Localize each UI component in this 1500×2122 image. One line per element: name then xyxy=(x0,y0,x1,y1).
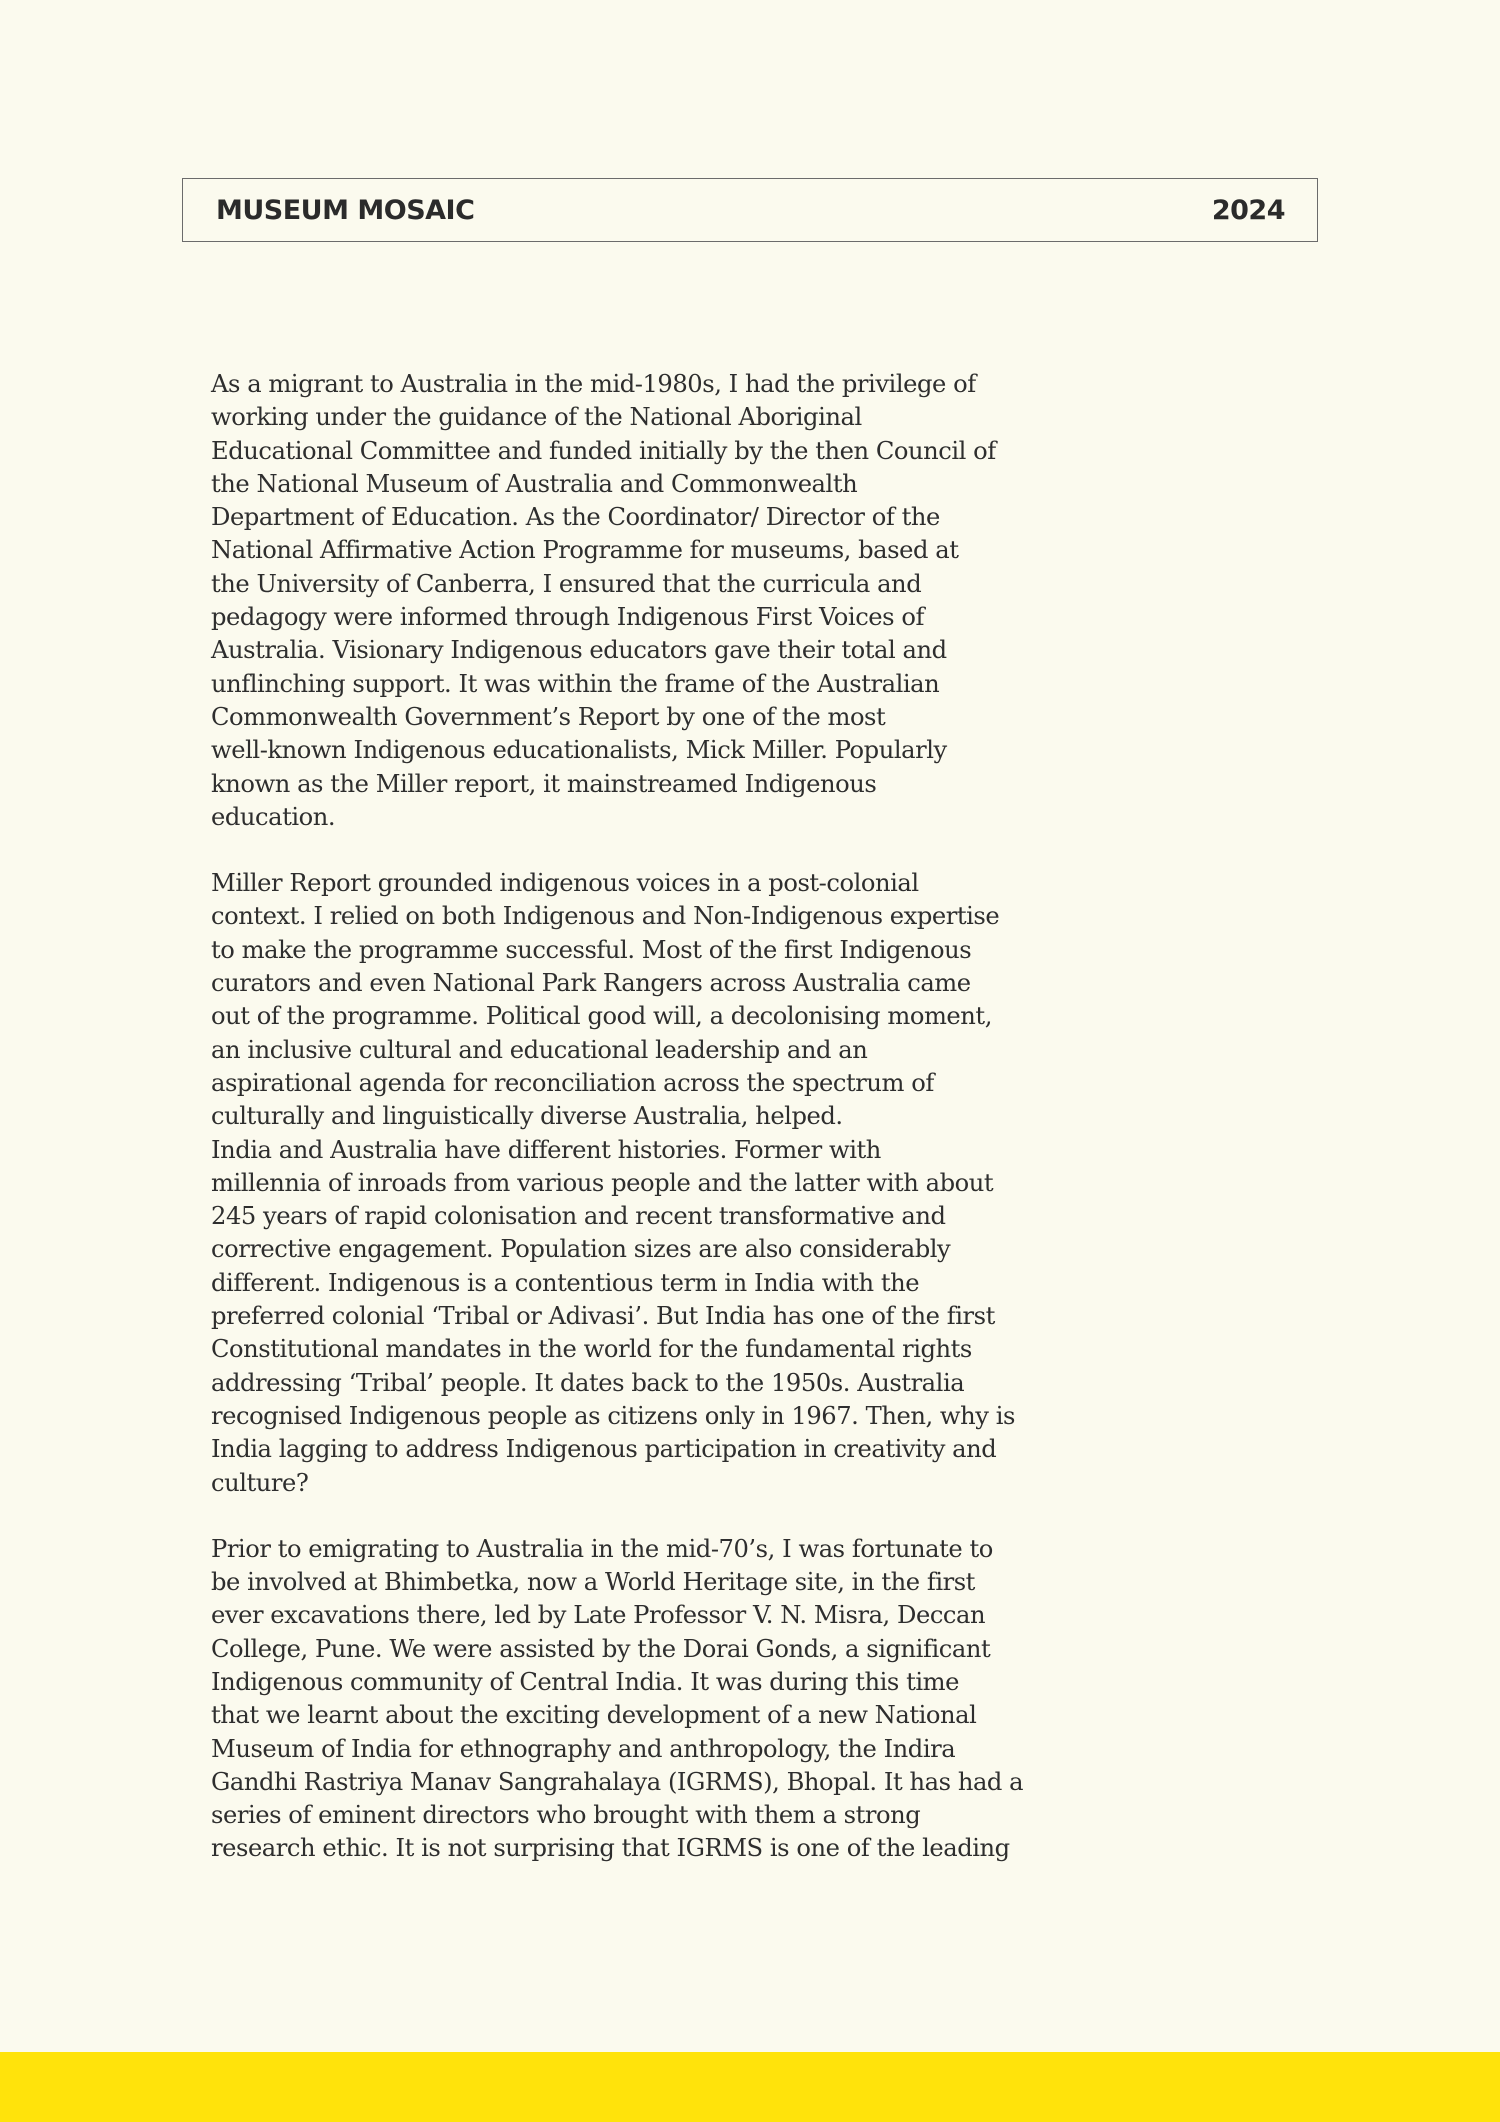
publication-year: 2024 xyxy=(1211,194,1285,226)
page-header xyxy=(182,178,1318,242)
article-paragraph-1: As a migrant to Australia in the mid-1980s, I had the privilege of working under the guidance of the National Aboriginal Educational Committee and funded initially by the then Council of the National Museum of Australia and Commonwealth Department of Education. As the Coordinator/ Director of the National Affirmative Action Programme for museums, based at the University of Canberra, I ensured that the curricula and pedagogy were informed through Indigenous First Voices of Australia. Visionary Indigenous educators gave their total and unflinching support. It was within the frame of the Australian Commonwealth Government’s Report by one of the most well-known Indigenous educationalists, Mick Miller. Popularly known as the Miller report, it mainstreamed Indigenous education. xyxy=(211,370,996,831)
publication-title: MUSEUM MOSAIC xyxy=(216,194,475,226)
article-paragraph-2: Miller Report grounded indigenous voices in a post-colonial context. I relied on both Indigenous and Non-Indigenous expertise to make the programme successful. Most of the first Indigenous curators and even National Park Rangers across Australia came out of the programme. Political good will, a decolonising moment, an inclusive cultural and educational leadership and an aspirational agenda for reconciliation across the spectrum of culturally and linguistically diverse Australia, helped. xyxy=(211,869,1000,1131)
article-body xyxy=(211,368,1071,1866)
article-paragraph-4: Prior to emigrating to Australia in the mid-70’s, I was fortunate to be involved at Bhimbetka, now a World Heritage site, in the first ever excavations there, led by Late Professor V. N. Misra, Deccan College, Pune. We were assisted by the Dorai Gonds, a significant Indigenous community of Central India. It was during this time that we learnt about the exciting development of a new National Museum of India for ethnography and anthropology, the Indira Gandhi Rastriya Manav Sangrahalaya (IGRMS), Bhopal. It has had a series of eminent directors who brought with them a strong research ethic. It is not surprising that IGRMS is one of the leading xyxy=(211,1534,1024,1863)
article-paragraph-3: India and Australia have different histories. Former with millennia of inroads from various people and the latter with about 245 years of rapid colonisation and recent transformative and corrective engagement. Population sizes are also considerably different. Indigenous is a contentious term in India with the preferred colonial ‘Tribal or Adivasi’. But India has one of the first Constitutional mandates in the world for the fundamental rights addressing ‘Tribal’ people. It dates back to the 1950s. Australia recognised Indigenous people as citizens only in 1967. Then, why is India lagging to address Indigenous participation in creativity and culture? xyxy=(211,1135,1016,1497)
footer-color-band xyxy=(0,2052,1500,2122)
